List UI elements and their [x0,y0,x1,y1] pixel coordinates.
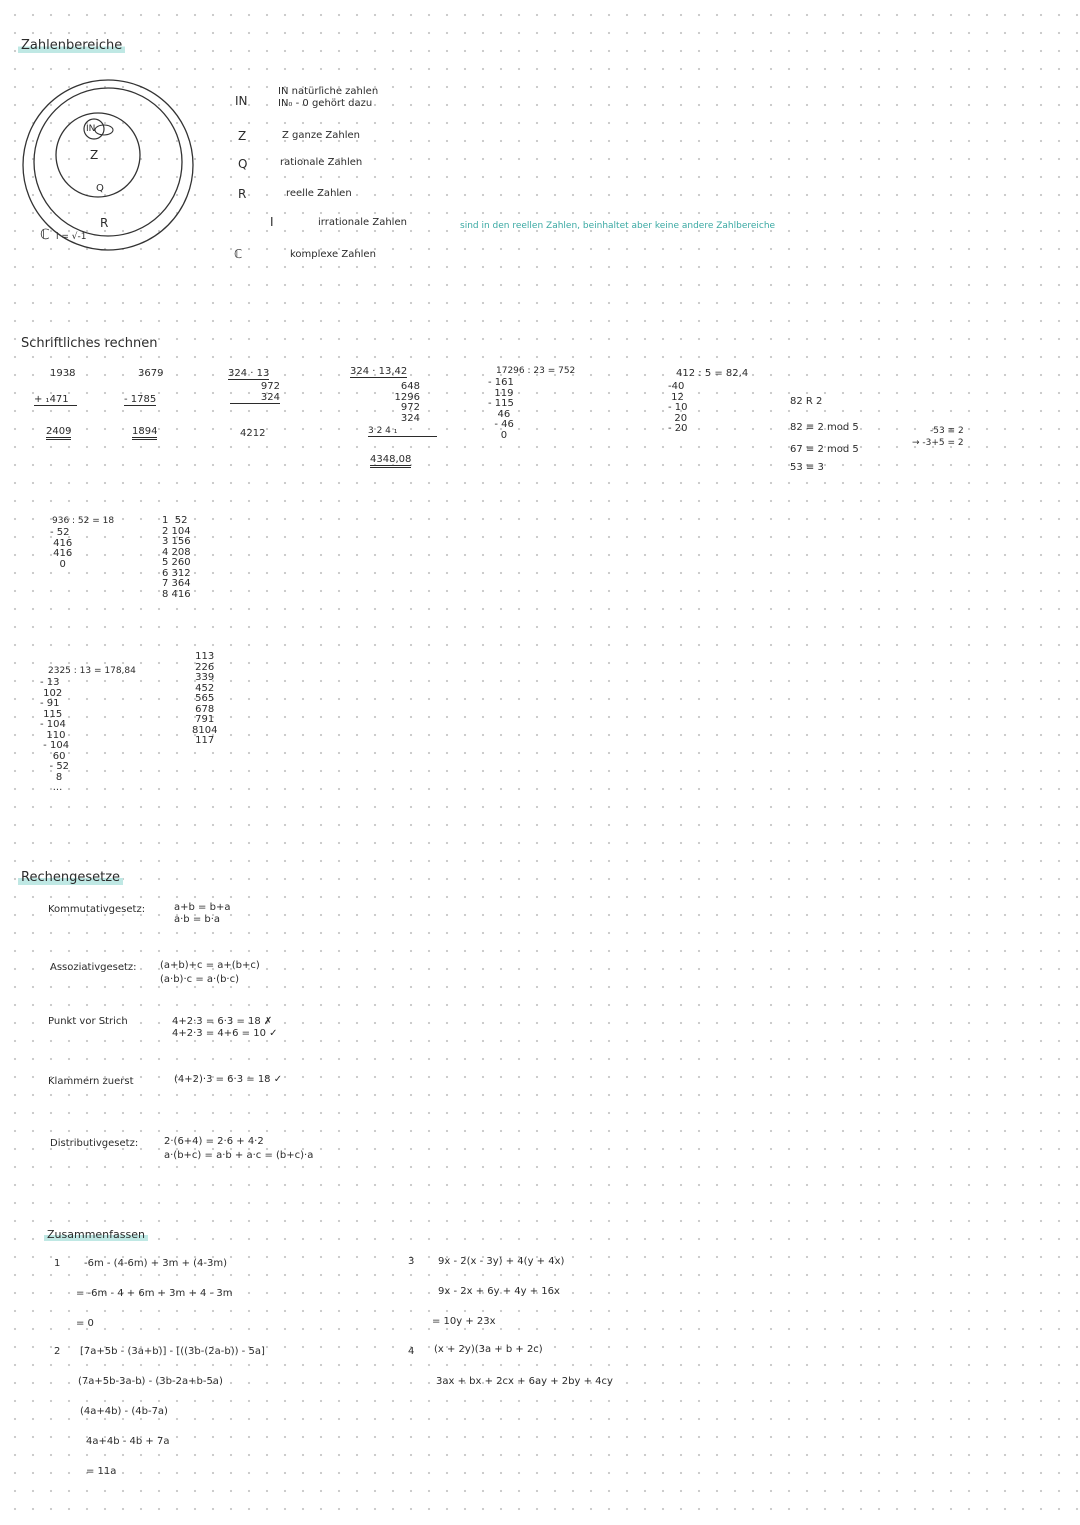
exercise-3-line-3: = 10y + 23x [432,1316,496,1327]
mul2-result: 4348,08 [370,454,411,468]
exercise-2-line-2: (7a+5b-3a-b) - (3b-2a+b-5a) [78,1376,223,1387]
mul1-head: 324 · 13 [228,368,270,379]
set-desc-i: irrationale Zahlen [318,217,407,228]
div4-head: 2325 : 13 = 178,84 [48,666,136,676]
law-distributiv-name: Distributivgesetz: [50,1138,139,1149]
mod-line-1: 82 R 2 [790,396,823,407]
law-assoziativ-line-1: (a+b)+c = a+(b+c) [160,960,260,971]
exercise-2-line-1: [7a+5b - (3a+b)] - [((3b-(2a-b)) - 5a] [80,1346,265,1357]
law-assoziativ-name: Assoziativgesetz: [50,962,137,973]
exercise-2-line-4: 4a+4b - 4b + 7a [86,1436,170,1447]
section-heading-rechengesetze: Rechengesetze [18,870,123,885]
exercise-1-number: 1 [54,1258,61,1269]
mod-line-4: 53 ≡ 3 [790,462,824,473]
venn-label-r: R [100,216,109,230]
venn-imaginary-note: i = √-1 [56,232,87,242]
venn-label-c: ℂ [40,227,50,243]
exercise-1-line-1: -6m - (4-6m) + 3m + (4-3m) [84,1258,228,1269]
mul2-head: 324 · 13,42 [350,366,408,377]
mul2-carry: 3 2 4 ₁ [368,426,437,437]
add-operand-a: 1938 [50,368,76,379]
add-result: 2409 [46,426,71,440]
multiples-table-113: 113 226 339 452 565 678 791 8104 117 [192,651,218,746]
set-desc-z: Z ganze Zahlen [282,130,361,141]
venn-label-q: Q [96,183,104,194]
div2-head: 412 : 5 = 82,4 [676,368,749,379]
venn-label-n: IN [86,124,96,134]
negative-mod-line-2: → -3+5 = 2 [912,438,964,448]
multiples-table-52: 1 52 2 104 3 156 4 208 5 260 6 312 7 364 8 416 [162,515,191,600]
exercise-3-number: 3 [408,1256,415,1267]
law-punkt-line-2: 4+2·3 = 4+6 = 10 ✓ [172,1028,278,1039]
div3-steps: - 52 416 416 0 [50,527,73,570]
exercise-1-line-3: = 0 [76,1318,94,1329]
law-punkt-line-1: 4+2·3 = 6·3 = 18 ✗ [172,1016,273,1027]
set-desc-n0: IN₀ - 0 gehört dazu [278,98,373,109]
law-klammern-line-1: (4+2)·3 = 6·3 = 18 ✓ [174,1074,283,1085]
exercise-4-number: 4 [408,1346,415,1357]
negative-mod-line-1: -53 ≡ 2 [930,426,964,436]
set-desc-n: IN natürliche zahlen [278,86,379,97]
law-distributiv-line-2: a·(b+c) = a·b + a·c = (b+c)·a [164,1150,314,1161]
set-symbol-z: Z [238,129,247,143]
set-desc-c: komplexe Zahlen [290,249,376,260]
set-symbol-i: I [270,215,274,229]
exercise-3-line-2: 9x - 2x + 6y + 4y + 16x [438,1286,560,1297]
set-symbol-q: Q [238,157,248,171]
set-desc-q: rationale Zahlen [280,157,363,168]
law-punkt-name: Punkt vor Strich [48,1016,128,1027]
mod-line-3: 67 ≡ 2 mod 5 [790,444,859,455]
exercise-4-line-2: 3ax + bx + 2cx + 6ay + 2by + 4cy [436,1376,613,1387]
section-heading-zusammenfassen: Zusammenfassen [44,1228,148,1241]
law-kommutativ-line-1: a+b = b+a [174,902,231,913]
section-heading-schriftlich: Schriftliches rechnen [21,336,158,351]
law-kommutativ-name: Kommutativgesetz: [48,904,146,915]
div4-steps: - 13 102 - 91 115 - 104 110 - 104 60 - 52 8 ... [40,677,70,793]
exercise-2-line-5: = 11a [86,1466,117,1477]
exercise-2-line-3: (4a+4b) - (4b-7a) [80,1406,168,1417]
set-note-i: sind in den reellen Zahlen, beinhaltet aber keine andere Zahlbereiche [460,221,776,231]
div3-head: 936 : 52 = 18 [52,516,115,526]
mod-line-2: 82 ≡ 2 mod 5 [790,422,859,433]
set-symbol-c: ℂ [234,247,243,261]
div2-steps: -40 12 - 10 20 - 20 [668,381,688,434]
set-symbol-n: IN [235,94,248,108]
exercise-3-line-1: 9x - 2(x - 3y) + 4(y + 4x) [438,1256,565,1267]
mul2-partials: 648 1296 972 324 [394,381,420,424]
set-desc-r: reelle Zahlen [286,188,352,199]
exercise-2-number: 2 [54,1346,61,1357]
mul1-result: 4212 [240,428,266,439]
law-assoziativ-line-2: (a·b)·c = a·(b·c) [160,974,240,985]
div1-steps: - 161 119 - 115 46 - 46 0 [488,377,514,441]
venn-label-z: Z [90,148,99,162]
sub-operand-a: 3679 [138,368,164,379]
set-symbol-r: R [238,187,247,201]
exercise-1-line-2: = -6m - 4 + 6m + 3m + 4 - 3m [76,1288,233,1299]
law-klammern-name: Klammern zuerst [48,1076,134,1087]
div1-head: 17296 : 23 = 752 [496,366,576,376]
section-heading-zahlenbereiche: Zahlenbereiche [18,38,125,53]
add-operand-b: + ₁471 [34,394,77,406]
law-distributiv-line-1: 2·(6+4) = 2·6 + 4·2 [164,1136,264,1147]
mul1-partials: 972 324 [230,382,280,404]
sub-result: 1894 [132,426,157,440]
exercise-4-line-1: (x + 2y)(3a + b + 2c) [434,1344,543,1355]
law-kommutativ-line-2: a·b = b·a [174,914,221,925]
sub-operand-b: - 1785 [124,394,157,405]
